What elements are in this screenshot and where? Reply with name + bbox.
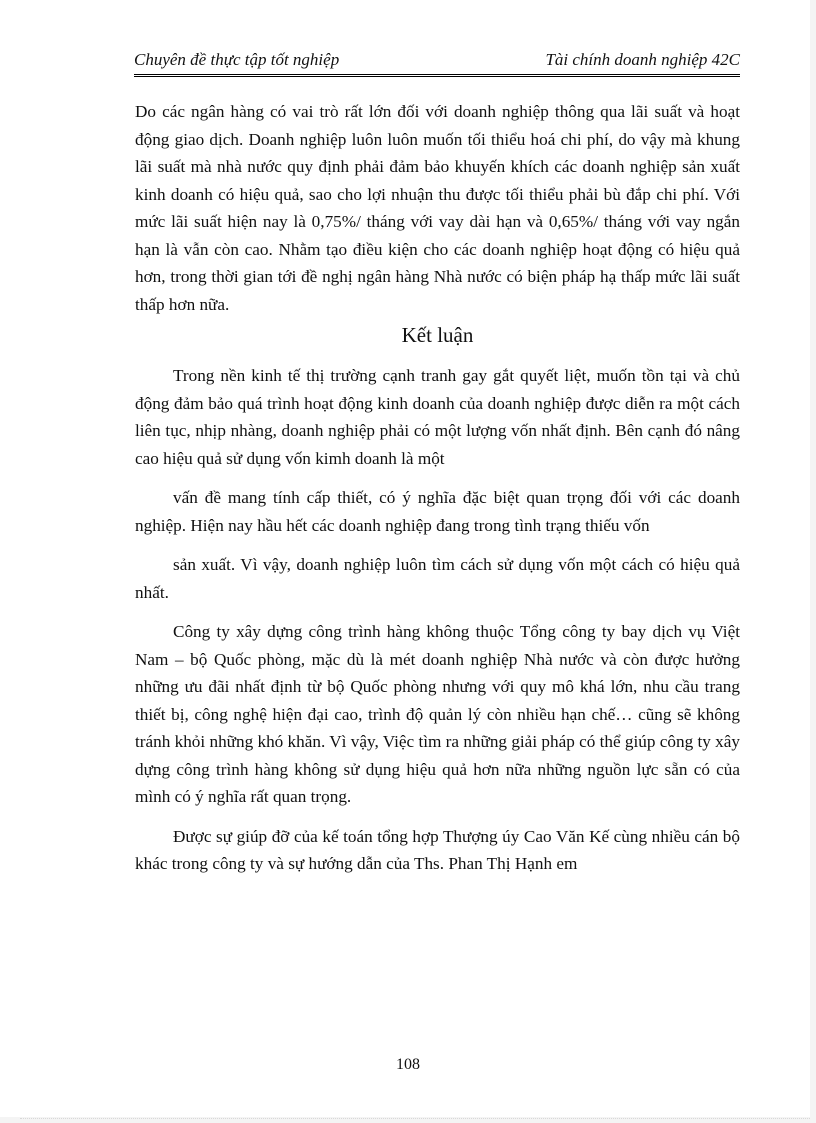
running-header <box>134 48 740 77</box>
page-bottom-divider <box>20 1118 810 1119</box>
header-right-title: Tài chính doanh nghiệp 42C <box>545 50 740 69</box>
paragraph-conclusion-3: sản xuất. Vì vậy, doanh nghiệp luôn tìm cách sử dụng vốn một cách có hiệu quả nhất. <box>135 555 740 602</box>
document-body <box>135 98 740 878</box>
header-left-title: Chuyên đề thực tập tốt nghiệp <box>134 50 340 69</box>
paragraph-conclusion-2: vấn đề mang tính cấp thiết, có ý nghĩa đặc biệt quan trọng đối với các doanh nghiệp. Hiện nay hầu hết các doanh nghiệp đang trong tình trạng thiếu vốn <box>135 488 740 535</box>
paragraph-conclusion-1: Trong nền kinh tế thị trường cạnh tranh gay gắt quyết liệt, muốn tồn tại và chủ động đảm bảo quá trình hoạt động kinh doanh của doanh nghiệp được diễn ra một cách liên tục, nhịp nhàng, doanh nghiệp phải có một lượng vốn nhất định. Bên cạnh đó nâng cao hiệu quả sử dụng vốn kimh doanh là một <box>135 366 740 468</box>
paragraph-acknowledgement: Được sự giúp đỡ của kế toán tổng hợp Thượng úy Cao Văn Kế cùng nhiều cán bộ khác trong công ty và sự hướng dẫn của Ths. Phan Thị Hạnh em <box>135 826 740 873</box>
page-number: 108 <box>396 1056 420 1073</box>
paragraph-company: Công ty xây dựng công trình hàng không thuộc Tổng công ty bay dịch vụ Việt Nam – bộ Quốc phòng, mặc dù là mét doanh nghiệp Nhà nước và còn được hưởng những ưu đãi nhất định từ bộ Quốc phòng nhưng với quy mô khá lớn, nhu cầu trang thiết bị, công nghệ hiện đại cao, trình độ quản lý còn nhiều hạn chế… cũng sẽ không tránh khỏi những khó khăn. Vì vậy, Việc tìm ra những giải pháp có thể giúp công ty xây dựng công trình hàng không sử dụng hiệu quả hơn nữa những nguồn lực sẵn có của mình có ý nghĩa rất quan trọng. <box>135 622 740 806</box>
paragraph-interest-rate: Do các ngân hàng có vai trò rất lớn đối với doanh nghiệp thông qua lãi suất và hoạt động giao dịch. Doanh nghiệp luôn luôn muốn tối thiểu hoá chi phí, do vậy mà khung lãi suất mà nhà nước quy định phải đảm bảo khuyến khích các doanh nghiệp sản xuất kinh doanh có hiệu quả, sao cho lợi nhuận thu được tối thiểu phải bù đắp chi phí. Với mức lãi suất hiện nay là 0,75%/ tháng với vay dài hạn và 0,65%/ tháng với vay ngắn hạn là vẫn còn cao. Nhằm tạo điều kiện cho các doanh nghiệp hoạt động có hiệu quả hơn, trong thời gian tới đề nghị ngân hàng Nhà nước có biện pháp hạ thấp mức lãi suất thấp hơn nữa. <box>135 102 740 314</box>
section-heading-conclusion: Kết luận <box>401 323 474 347</box>
